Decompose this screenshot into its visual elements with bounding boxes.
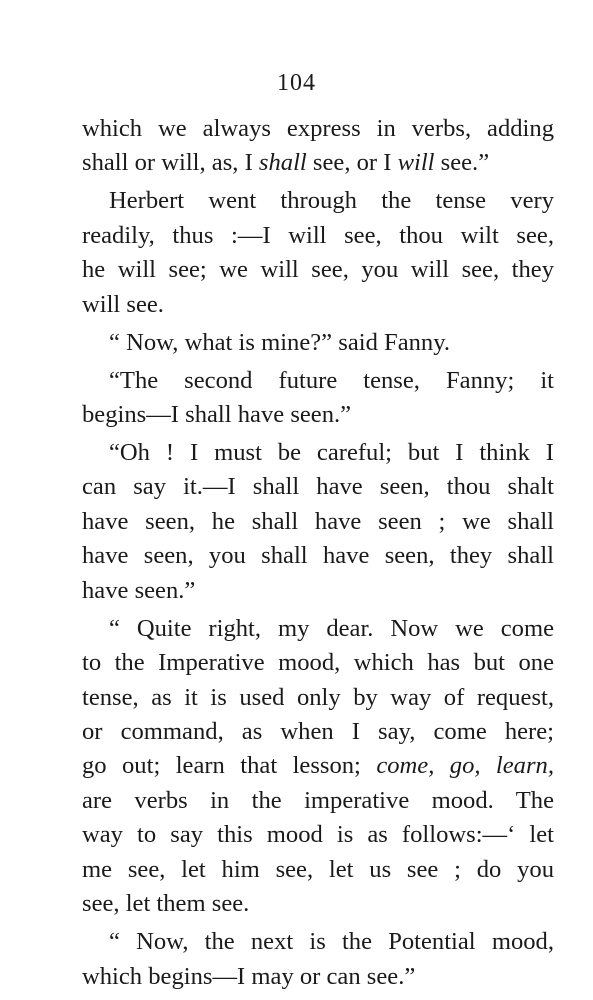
paragraph (82, 612, 554, 922)
text-run: can say it.—I shall have seen, thou shalt (82, 473, 554, 501)
text-line (82, 398, 554, 432)
text-run: have seen.” (82, 576, 196, 604)
text-run: to the Imperative mood, which has but one (82, 649, 554, 677)
body-text (82, 112, 554, 994)
text-line (82, 146, 554, 180)
text-run: see.” (434, 149, 490, 177)
paragraph (82, 326, 554, 360)
text-run: have seen, he shall have seen ; we shall (82, 507, 554, 535)
text-run: “ Now, what is mine?” said Fanny. (109, 328, 451, 356)
text-line (82, 715, 554, 749)
text-run: readily, thus :—I will see, thou wilt see, (82, 221, 554, 249)
paragraph (82, 436, 554, 608)
text-run: will see. (82, 290, 164, 318)
text-line (82, 253, 554, 287)
text-run: way to say this mood is as follows:—‘ let (82, 821, 554, 849)
text-run: tense, as it is used only by way of request, (82, 683, 554, 711)
text-line (82, 184, 554, 218)
text-run: which we always express in verbs, adding (82, 115, 554, 142)
text-line (82, 505, 554, 539)
text-line (82, 749, 554, 783)
text-run: Herbert went through the tense very (109, 187, 554, 215)
italic-run: will (397, 149, 435, 177)
text-line (82, 853, 554, 887)
text-run: go out; learn that lesson; (82, 752, 377, 780)
text-line (82, 887, 554, 921)
text-run: shall or will, as, I (82, 149, 259, 177)
text-run: or command, as when I say, come here; (82, 717, 554, 745)
text-line (82, 646, 554, 680)
paragraph (82, 184, 554, 322)
paragraph (82, 112, 554, 181)
paragraph (82, 364, 554, 433)
text-line (82, 470, 554, 504)
text-run: see, or I (306, 149, 398, 177)
text-line (82, 364, 554, 398)
text-line (82, 288, 554, 322)
text-run: “ Now, the next is the Potential mood, (109, 928, 554, 956)
text-run: are verbs in the imperative mood. The (82, 786, 554, 814)
page-number: 104 (277, 70, 316, 96)
text-line (82, 326, 554, 360)
text-line (82, 612, 554, 646)
text-run: which begins—I may or can see.” (82, 962, 416, 990)
text-line (82, 112, 554, 146)
text-line (82, 219, 554, 253)
text-run: me see, let him see, let us see ; do you (82, 855, 554, 883)
paragraph (82, 925, 554, 994)
italic-run: come, go, learn, (376, 752, 554, 780)
text-run: have seen, you shall have seen, they shall (82, 542, 554, 570)
text-run: “Oh ! I must be careful; but I think I (109, 438, 554, 466)
text-run: see, let them see. (82, 890, 250, 918)
text-line (82, 925, 554, 959)
text-line (82, 436, 554, 470)
text-line (82, 960, 554, 994)
text-run: he will see; we will see, you will see, they (82, 256, 554, 284)
text-line (82, 574, 554, 608)
text-line (82, 784, 554, 818)
text-line (82, 539, 554, 573)
text-line (82, 681, 554, 715)
italic-run: shall (258, 149, 307, 177)
text-run: begins—I shall have seen.” (82, 401, 352, 428)
text-run: “ Quite right, my dear. Now we come (109, 614, 554, 642)
text-run: “The second future tense, Fanny; it (109, 366, 554, 394)
text-line (82, 818, 554, 852)
